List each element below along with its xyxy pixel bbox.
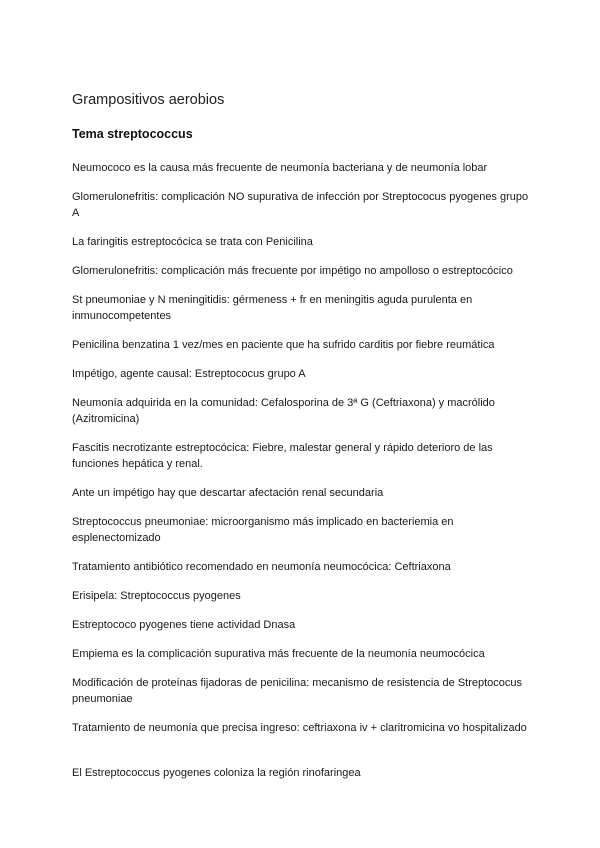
note-item: Empiema es la complicación supurativa más frecuente de la neumonía neumocócica — [72, 648, 485, 660]
note-item: Estreptococo pyogenes tiene actividad Dnasa — [72, 619, 296, 631]
note-item: Neumococo es la causa más frecuente de neumonía bacteriana y de neumonía lobar — [72, 162, 488, 174]
note-item: Impétigo, agente causal: Estreptococus grupo A — [72, 368, 306, 380]
note-item: Modificación de proteínas fijadoras de penicilina: mecanismo de resistencia de Streptococus pneumoniae — [72, 677, 523, 705]
note-item: La faringitis estreptocócica se trata con Penicilina — [72, 236, 313, 248]
note-item: Penicilina benzatina 1 vez/mes en paciente que ha sufrido carditis por fiebre reumática — [72, 339, 495, 351]
note-item: Streptococcus pneumoniae: microorganismo más implicado en bacteriemia en esplenectomizado — [72, 516, 454, 544]
note-item: St pneumoniae y N meningitidis: gérmeness + fr en meningitis aguda purulenta en inmunocompetentes — [72, 294, 473, 322]
note-item: El Estreptococcus pyogenes coloniza la región rinofaringea — [72, 767, 361, 779]
section-title: Tema streptococcus — [72, 127, 193, 141]
document-title: Grampositivos aerobios — [72, 92, 225, 108]
notes-list — [72, 160, 532, 794]
note-item: Tratamiento antibiótico recomendado en neumonía neumocócica: Ceftriaxona — [72, 561, 451, 573]
note-item: Tratamiento de neumonía que precisa ingreso: ceftriaxona iv + claritromicina vo hospitalizado — [72, 722, 527, 734]
note-item: Ante un impétigo hay que descartar afectación renal secundaria — [72, 487, 384, 499]
note-item: Neumonía adquirida en la comunidad: Cefalosporina de 3ª G (Ceftriaxona) y macrólido (Azitromicina) — [72, 397, 495, 425]
note-item: Erisipela: Streptococcus pyogenes — [72, 590, 241, 602]
note-item: Fascitis necrotizante estreptocócica: Fiebre, malestar general y rápido deterioro de las funciones hepática y renal. — [72, 442, 493, 470]
note-item: Glomerulonefritis: complicación más frecuente por impétigo no ampolloso o estreptocócico — [72, 265, 513, 277]
note-item: Glomerulonefritis: complicación NO supurativa de infección por Streptococus pyogenes grupo A — [72, 191, 529, 219]
